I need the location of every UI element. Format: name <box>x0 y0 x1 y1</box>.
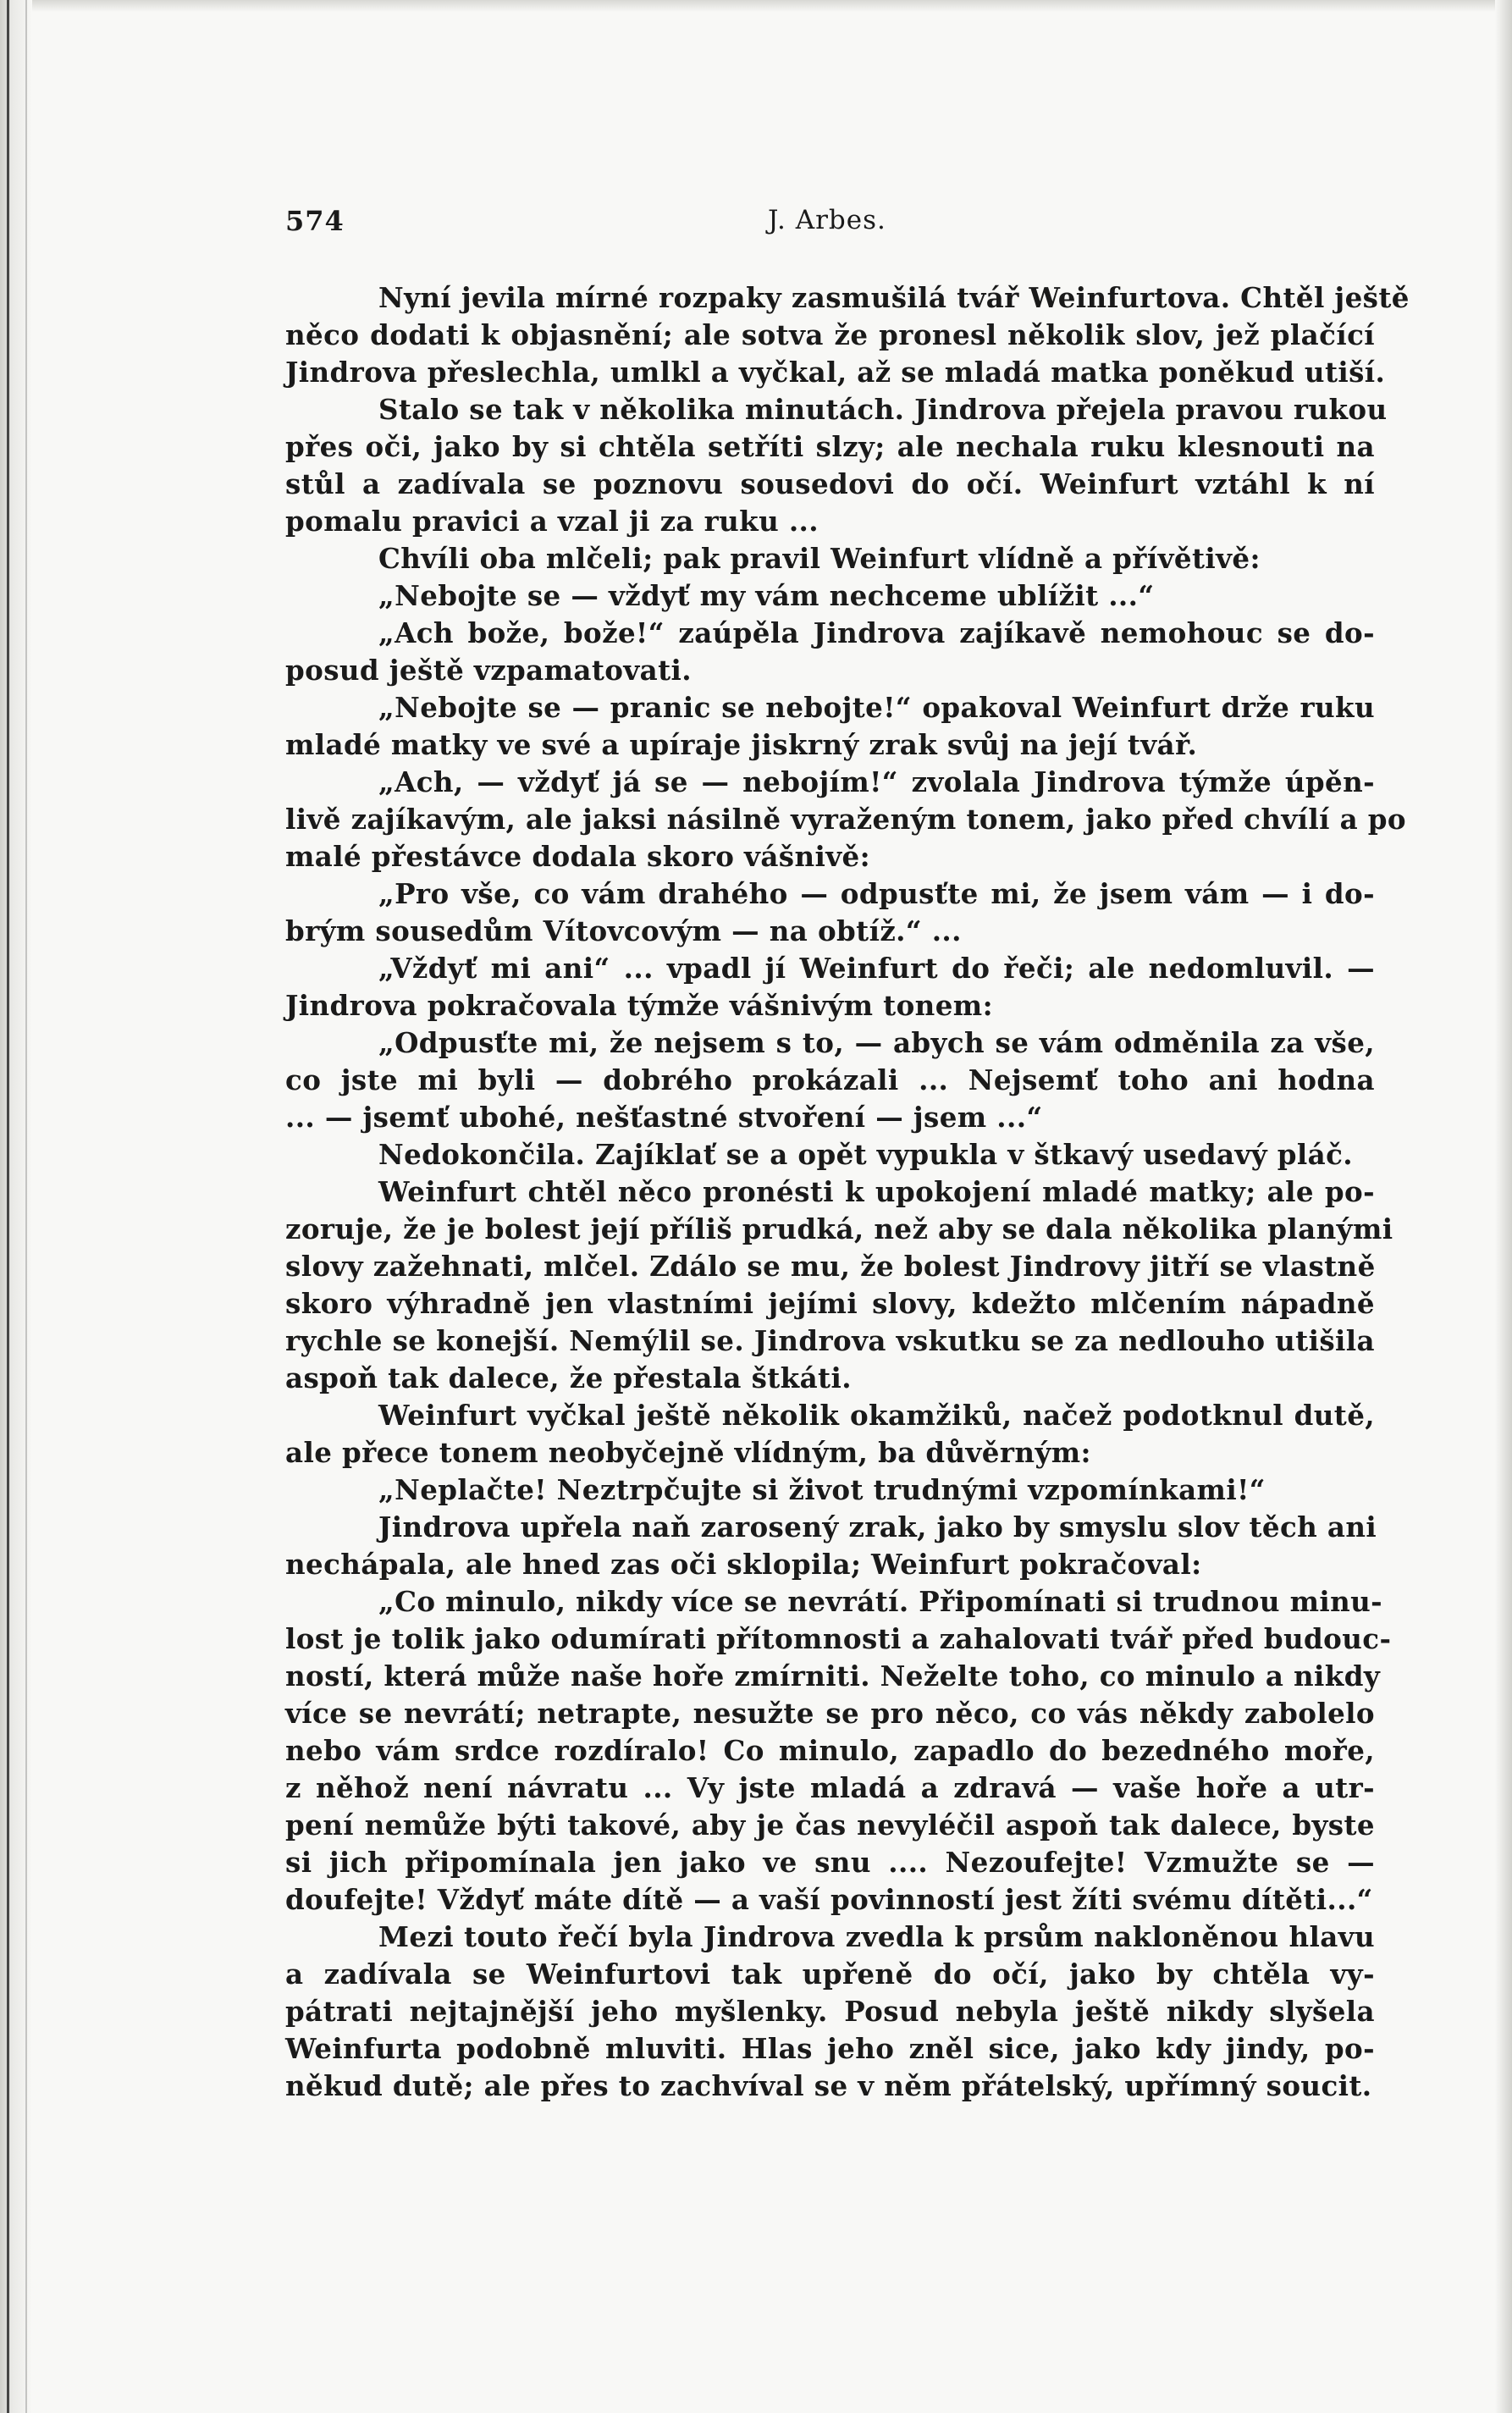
text-line: nebo vám srdce rozdíralo! Co minulo, zapadlo do bezedného moře, <box>285 1734 1375 1767</box>
text-line: Weinfurt chtěl něco pronésti k upokojení mladé matky; ale po- <box>378 1175 1375 1208</box>
text-line: Jindrova přeslechla, umlkl a vyčkal, až se mladá matka poněkud utiší. <box>285 356 1386 389</box>
text-line: „Ach bože, bože!“ zaúpěla Jindrova zajíkavě nemohouc se do- <box>378 616 1375 649</box>
text-line: Weinfurta podobně mluviti. Hlas jeho zněl sice, jako kdy jindy, po- <box>285 2032 1375 2065</box>
text-line: „Ach, — vždyť já se — nebojím!“ zvolala Jindrova týmže úpěn- <box>378 765 1375 798</box>
text-line: rychle se konejší. Nemýlil se. Jindrova vskutku se za nedlouho utišila <box>285 1324 1375 1357</box>
text-line: „Pro vše, co vám drahého — odpusťte mi, že jsem vám — i do- <box>378 877 1375 910</box>
text-line: Jindrova pokračovala týmže vášnivým tonem: <box>285 989 993 1022</box>
page-right-edge <box>1495 0 1512 2413</box>
text-line: ... — jsemť ubohé, nešťastné stvoření — jsem ...“ <box>285 1101 1043 1134</box>
text-line: „Nebojte se — pranic se nebojte!“ opakoval Weinfurt drže ruku <box>378 691 1375 724</box>
text-line: pomalu pravici a vzal ji za ruku ... <box>285 505 819 538</box>
text-line: lost je tolik jako odumírati přítomnosti a zahalovati tvář před budouc- <box>285 1622 1392 1655</box>
text-line: někud dutě; ale přes to zachvíval se v něm přátelský, upřímný soucit. <box>285 2069 1372 2102</box>
binding-fold-line <box>25 0 27 2413</box>
text-line: Mezi touto řečí byla Jindrova zvedla k prsům nakloněnou hlavu <box>378 1920 1375 1953</box>
text-line: více se nevrátí; netrapte, nesužte se pro něco, co vás někdy zabolelo <box>285 1697 1375 1730</box>
text-line: mladé matky ve své a upíraje jiskrný zrak svůj na její tvář. <box>285 728 1198 761</box>
text-line: ností, která může naše hoře zmírniti. Neželte toho, co minulo a nikdy <box>285 1659 1381 1692</box>
text-line: Jindrova upřela naň zarosený zrak, jako by smyslu slov těch ani <box>378 1510 1377 1543</box>
text-line: zoruje, že je bolest její příliš prudká, než aby se dala několika planými <box>285 1212 1393 1245</box>
page-header <box>285 205 1375 239</box>
body-text <box>285 279 1410 2105</box>
text-line: livě zajíkavým, ale jaksi násilně vyraženým tonem, jako před chvílí a po <box>285 803 1406 836</box>
text-line: „Neplačte! Neztrpčujte si život trudnými vzpomínkami!“ <box>378 1473 1266 1506</box>
text-line: aspoň tak dalece, že přestala štkáti. <box>285 1361 852 1394</box>
text-line: ale přece tonem neobyčejně vlídným, ba důvěrným: <box>285 1436 1091 1469</box>
text-line: Stalo se tak v několika minutách. Jindrova přejela pravou rukou <box>378 393 1388 426</box>
text-line: přes oči, jako by si chtěla setříti slzy; ale nechala ruku klesnouti na <box>285 430 1375 463</box>
text-line: doufejte! Vždyť máte dítě — a vaší povinností jest žíti svému dítěti...“ <box>285 1883 1373 1916</box>
running-head: J. Arbes. <box>768 205 886 235</box>
text-line: posud ještě vzpamatovati. <box>285 654 692 687</box>
text-line: Weinfurt vyčkal ještě několik okamžiků, načež podotknul dutě, <box>378 1399 1375 1432</box>
text-line: si jich připomínala jen jako ve snu .... Nezoufejte! Vzmužte se — <box>285 1846 1375 1879</box>
text-line: „Vždyť mi ani“ ... vpadl jí Weinfurt do řeči; ale nedomluvil. — <box>378 952 1375 985</box>
text-line: pátrati nejtajnější jeho myšlenky. Posud nebyla ještě nikdy slyšela <box>285 1995 1375 2028</box>
text-line: „Nebojte se — vždyť my vám nechceme ublížit ...“ <box>378 579 1155 612</box>
text-line: Chvíli oba mlčeli; pak pravil Weinfurt vlídně a přívětivě: <box>378 542 1261 575</box>
page-top-edge <box>0 0 1512 12</box>
text-line: něco dodati k objasnění; ale sotva že pronesl několik slov, jež plačící <box>285 318 1375 351</box>
binding-shadow-line <box>7 0 9 2413</box>
text-line: stůl a zadívala se poznovu sousedovi do očí. Weinfurt vztáhl k ní <box>285 467 1375 500</box>
text-line: Nyní jevila mírné rozpaky zasmušilá tvář Weinfurtova. Chtěl ještě <box>378 281 1410 314</box>
text-line: co jste mi byli — dobrého prokázali ... Nejsemť toho ani hodna <box>285 1063 1375 1096</box>
text-line: pení nemůže býti takové, aby je čas nevyléčil aspoň tak dalece, byste <box>285 1808 1375 1842</box>
text-line: malé přestávce dodala skoro vášnivě: <box>285 840 871 873</box>
page-binding-edge <box>0 0 32 2413</box>
text-line: „Odpusťte mi, že nejsem s to, — abych se vám odměnila za vše, <box>378 1026 1375 1059</box>
text-line: „Co minulo, nikdy více se nevrátí. Připomínati si trudnou minu- <box>378 1585 1383 1618</box>
text-line: z něhož není návratu ... Vy jste mladá a zdravá — vaše hoře a utr- <box>285 1771 1375 1804</box>
text-line: slovy zažehnati, mlčel. Zdálo se mu, že bolest Jindrovy jitří se vlastně <box>285 1250 1376 1283</box>
text-line: Nedokončila. Zajíklať se a opět vypukla v štkavý usedavý pláč. <box>378 1138 1354 1171</box>
text-line: a zadívala se Weinfurtovi tak upřeně do očí, jako by chtěla vy- <box>285 1957 1375 1991</box>
text-line: brým sousedům Vítovcovým — na obtíž.“ ... <box>285 914 962 947</box>
page-number: 574 <box>285 205 345 237</box>
text-line: nechápala, ale hned zas oči sklopila; Weinfurt pokračoval: <box>285 1548 1202 1581</box>
text-line: skoro výhradně jen vlastními jejími slovy, kdežto mlčením nápadně <box>285 1287 1375 1320</box>
